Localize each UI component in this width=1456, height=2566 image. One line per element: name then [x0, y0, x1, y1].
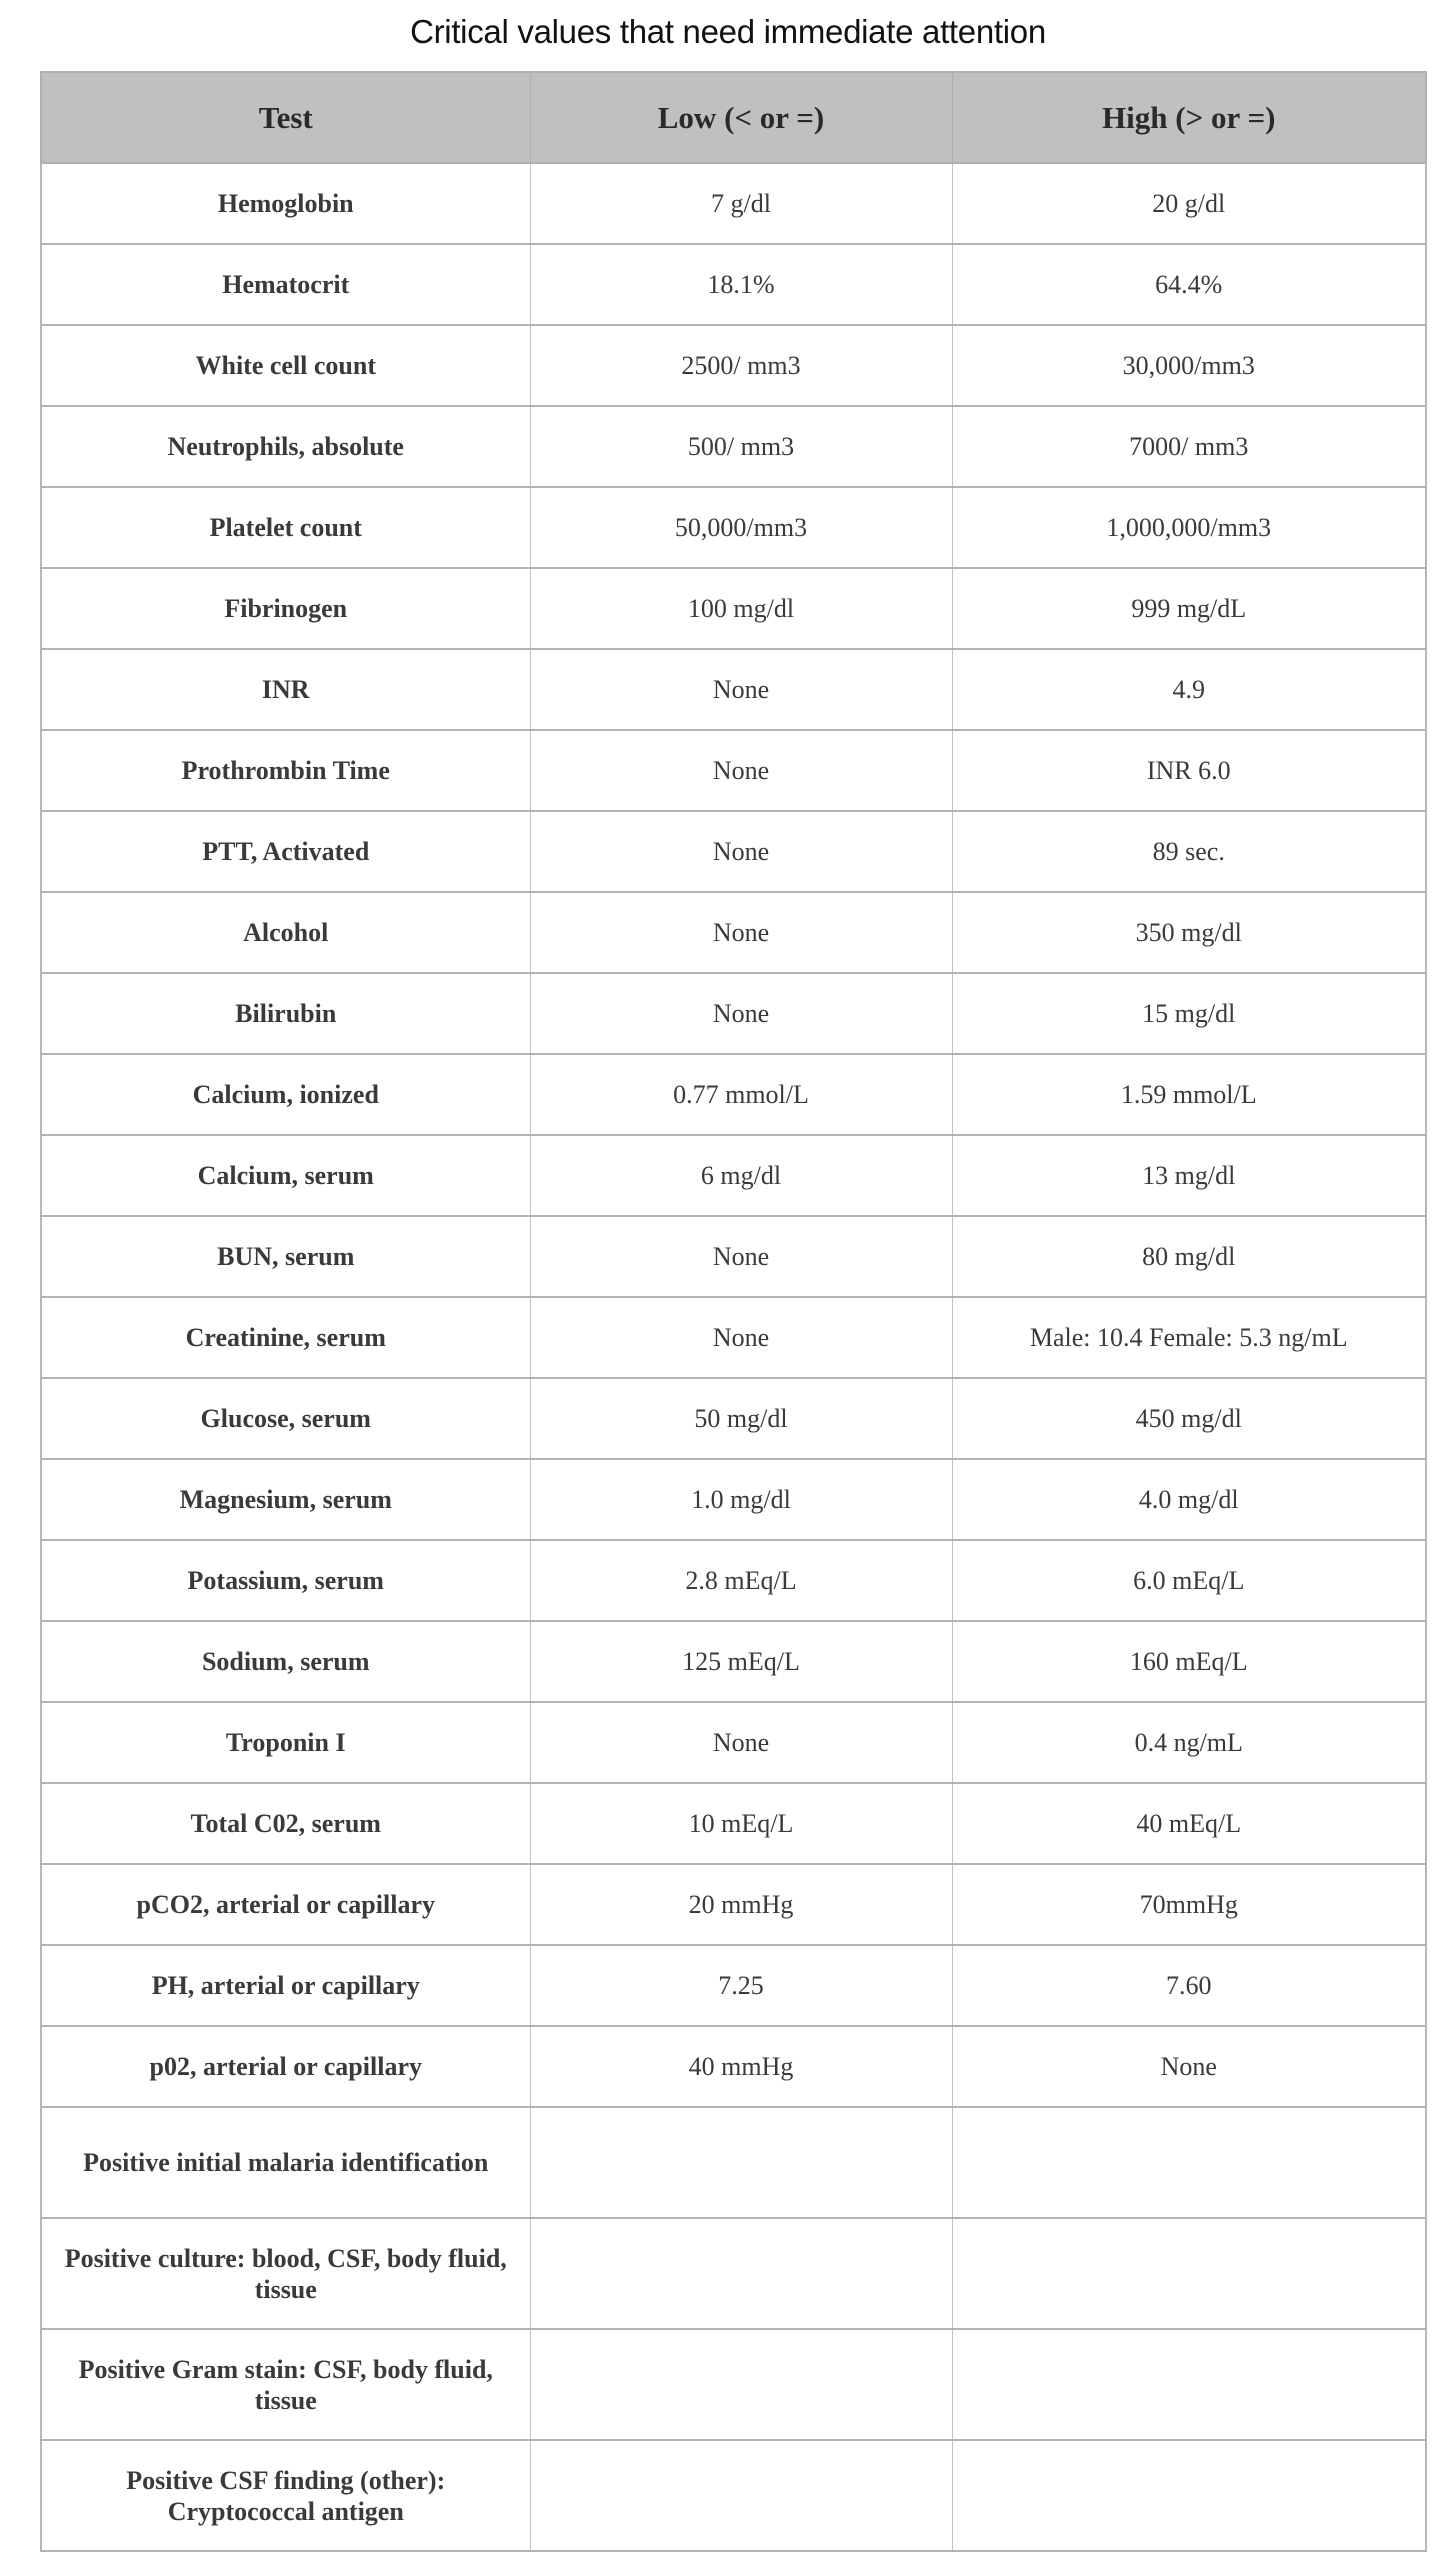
table-row: [41, 973, 1426, 1054]
low-value: 50,000/mm3: [530, 487, 952, 568]
test-name: Platelet count: [41, 487, 530, 568]
table-row: [41, 568, 1426, 649]
table-row: [41, 1216, 1426, 1297]
high-value: 64.4%: [952, 244, 1426, 325]
table-row: [41, 1540, 1426, 1621]
high-value: 999 mg/dL: [952, 568, 1426, 649]
test-name: Neutrophils, absolute: [41, 406, 530, 487]
column-header-test: Test: [41, 72, 530, 163]
high-value: Male: 10.4 Female: 5.3 ng/mL: [952, 1297, 1426, 1378]
test-name: Potassium, serum: [41, 1540, 530, 1621]
table-row: [41, 2107, 1426, 2218]
table-row: [41, 892, 1426, 973]
low-value: None: [530, 1702, 952, 1783]
table-row: [41, 1378, 1426, 1459]
test-name: Glucose, serum: [41, 1378, 530, 1459]
table-row: [41, 2026, 1426, 2107]
high-value: 350 mg/dl: [952, 892, 1426, 973]
high-value: 0.4 ng/mL: [952, 1702, 1426, 1783]
high-value: 20 g/dl: [952, 163, 1426, 244]
table-row: [41, 1783, 1426, 1864]
test-name: Positive Gram stain: CSF, body fluid, tissue: [41, 2329, 530, 2440]
high-value: 4.9: [952, 649, 1426, 730]
low-value: [530, 2440, 952, 2551]
high-value: INR 6.0: [952, 730, 1426, 811]
table-row: [41, 1297, 1426, 1378]
test-name: Alcohol: [41, 892, 530, 973]
low-value: None: [530, 973, 952, 1054]
high-value: 7000/ mm3: [952, 406, 1426, 487]
test-name: Prothrombin Time: [41, 730, 530, 811]
high-value: 89 sec.: [952, 811, 1426, 892]
test-name: Sodium, serum: [41, 1621, 530, 1702]
high-value: 1,000,000/mm3: [952, 487, 1426, 568]
test-name: Magnesium, serum: [41, 1459, 530, 1540]
test-name: Calcium, serum: [41, 1135, 530, 1216]
high-value: 4.0 mg/dl: [952, 1459, 1426, 1540]
low-value: 50 mg/dl: [530, 1378, 952, 1459]
low-value: [530, 2329, 952, 2440]
table-row: [41, 1702, 1426, 1783]
test-name: Troponin I: [41, 1702, 530, 1783]
column-header-high: High (> or =): [952, 72, 1426, 163]
test-name: PTT, Activated: [41, 811, 530, 892]
table-row: [41, 163, 1426, 244]
low-value: 500/ mm3: [530, 406, 952, 487]
table-row: [41, 487, 1426, 568]
table-row: [41, 1864, 1426, 1945]
table-row: [41, 2440, 1426, 2551]
high-value: 450 mg/dl: [952, 1378, 1426, 1459]
low-value: 0.77 mmol/L: [530, 1054, 952, 1135]
low-value: None: [530, 649, 952, 730]
table-row: [41, 1135, 1426, 1216]
high-value: [952, 2440, 1426, 2551]
critical-values-table: [40, 71, 1427, 2552]
table-row: [41, 2329, 1426, 2440]
high-value: 1.59 mmol/L: [952, 1054, 1426, 1135]
low-value: 18.1%: [530, 244, 952, 325]
high-value: [952, 2218, 1426, 2329]
table-row: [41, 1054, 1426, 1135]
test-name: Positive initial malaria identification: [41, 2107, 530, 2218]
test-name: Bilirubin: [41, 973, 530, 1054]
low-value: None: [530, 892, 952, 973]
low-value: 6 mg/dl: [530, 1135, 952, 1216]
high-value: 6.0 mEq/L: [952, 1540, 1426, 1621]
test-name: Total C02, serum: [41, 1783, 530, 1864]
test-name: BUN, serum: [41, 1216, 530, 1297]
high-value: 40 mEq/L: [952, 1783, 1426, 1864]
high-value: [952, 2329, 1426, 2440]
test-name: pCO2, arterial or capillary: [41, 1864, 530, 1945]
table-row: [41, 244, 1426, 325]
column-header-low: Low (< or =): [530, 72, 952, 163]
test-name: Positive culture: blood, CSF, body fluid, tissue: [41, 2218, 530, 2329]
test-name: Hemoglobin: [41, 163, 530, 244]
table-row: [41, 2218, 1426, 2329]
table-row: [41, 406, 1426, 487]
test-name: p02, arterial or capillary: [41, 2026, 530, 2107]
low-value: None: [530, 1297, 952, 1378]
test-name: Hematocrit: [41, 244, 530, 325]
high-value: 15 mg/dl: [952, 973, 1426, 1054]
table-row: [41, 649, 1426, 730]
test-name: Calcium, ionized: [41, 1054, 530, 1135]
low-value: 7 g/dl: [530, 163, 952, 244]
high-value: 13 mg/dl: [952, 1135, 1426, 1216]
test-name: Fibrinogen: [41, 568, 530, 649]
low-value: 20 mmHg: [530, 1864, 952, 1945]
low-value: 100 mg/dl: [530, 568, 952, 649]
low-value: None: [530, 1216, 952, 1297]
test-name: Creatinine, serum: [41, 1297, 530, 1378]
low-value: [530, 2218, 952, 2329]
high-value: 160 mEq/L: [952, 1621, 1426, 1702]
table-header-row: [41, 72, 1426, 163]
table-row: [41, 1945, 1426, 2026]
page-title: Critical values that need immediate attention: [410, 13, 1046, 50]
table-row: [41, 1621, 1426, 1702]
table-row: [41, 325, 1426, 406]
low-value: 7.25: [530, 1945, 952, 2026]
low-value: 40 mmHg: [530, 2026, 952, 2107]
low-value: 2.8 mEq/L: [530, 1540, 952, 1621]
high-value: 30,000/mm3: [952, 325, 1426, 406]
table-row: [41, 1459, 1426, 1540]
low-value: 2500/ mm3: [530, 325, 952, 406]
table-row: [41, 811, 1426, 892]
high-value: 7.60: [952, 1945, 1426, 2026]
low-value: 1.0 mg/dl: [530, 1459, 952, 1540]
low-value: None: [530, 811, 952, 892]
test-name: Positive CSF finding (other): Cryptococcal antigen: [41, 2440, 530, 2551]
high-value: 70mmHg: [952, 1864, 1426, 1945]
low-value: [530, 2107, 952, 2218]
test-name: INR: [41, 649, 530, 730]
low-value: None: [530, 730, 952, 811]
low-value: 125 mEq/L: [530, 1621, 952, 1702]
test-name: PH, arterial or capillary: [41, 1945, 530, 2026]
table-row: [41, 730, 1426, 811]
test-name: White cell count: [41, 325, 530, 406]
high-value: [952, 2107, 1426, 2218]
high-value: 80 mg/dl: [952, 1216, 1426, 1297]
low-value: 10 mEq/L: [530, 1783, 952, 1864]
high-value: None: [952, 2026, 1426, 2107]
